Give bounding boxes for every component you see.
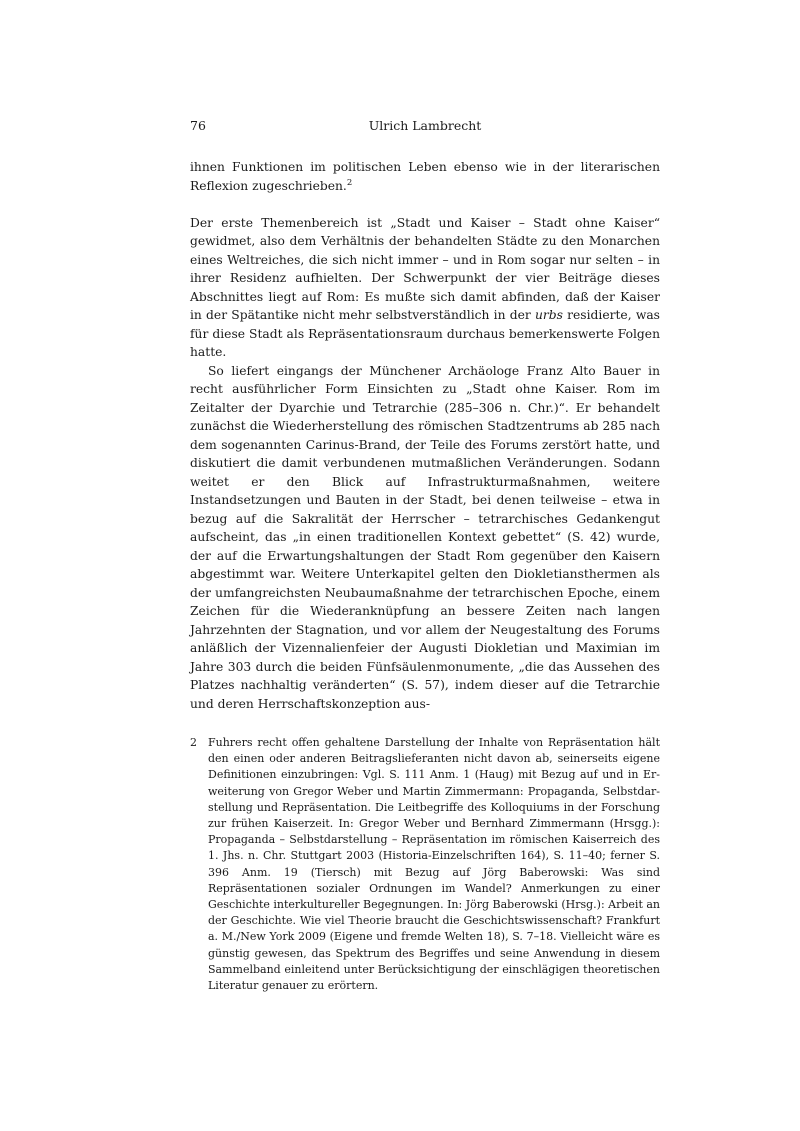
paragraph-text: residierte, was für diese Stadt als Repräsentationsraum durchaus bemerkenswerte Folgen hatte. [190,308,660,359]
footnotes [190,735,660,994]
footnote [190,735,660,994]
footnote-text: Fuhrers recht offen gehaltene Darstellung der Inhalte von Repräsentation hält den einen oder anderen Beitragslieferanten nicht davon ab, seinerseits eigene Definitionen einzubringen: Vgl. S. 111 Anm. 1 (Haug) mit Bezug auf und in Erweiterung von Gregor Weber und Martin Zimmermann: Propaganda, Selbstdarstellung und Repräsentation. Die Leitbegriffe des Kolloquiums in der Forschung zur frühen Kaiserzeit. In: Gregor Weber und Bernhard Zimmermann (Hrsgg.): Propaganda – Selbstdarstellung – Repräsentation im römischen Kaiserreich des 1. Jhs. n. Chr. Stuttgart 2003 (Historia-Einzelschriften 164), S. 11–40; ferner S. 396 Anm. 19 (Tiersch) mit Bezug auf Jörg Baberowski: Was sind Repräsentationen sozialer Ordnungen im Wandel? Anmerkungen zu einer Geschichte interkultureller Begegnungen. In: Jörg Baberowski (Hrsg.): Arbeit an der Geschichte. Wie viel Theorie braucht die Geschichtswissenschaft? Frankfurt a. M./New York 2009 (Eigene und fremde Welten 18), S. 7–18. Vielleicht wäre es günstig gewesen, das Spektrum des Begriffes und seine Anwendung in diesem Sammelband einleitend unter Berücksichtigung der einschlägigen theoretischen Literatur genauer zu erörtern. [208,736,661,993]
running-head [190,118,660,140]
footnote-number: 2 [190,736,197,749]
paragraph-bauer [190,362,660,714]
page-number: 76 [190,118,206,133]
running-head-author: Ulrich Lambrecht [368,118,482,133]
italic-term: urbs [534,308,563,322]
paragraph-continuation [190,158,660,195]
paragraph-section-intro [190,214,660,362]
body-text [190,158,660,713]
paragraph-text: ihnen Funktionen im politischen Leben ebenso wie in der literarischen Reflexion zugeschrieben. [190,160,660,193]
footnote-reference: 2 [346,177,353,188]
paragraph-text: So liefert eingangs der Münchener Archäologe Franz Alto Bauer in recht ausführlicher Form Einsichten zu „Stadt ohne Kaiser. Rom im Zeitalter der Dyarchie und Tetrarchie (285–306 n. Chr.)“. Er behandelt zunächst die Wiederherstellung des römischen Stadtzentrums ab 285 nach dem sogenannten Carinus-Brand, der Teile des Forums zerstört hatte, und diskutiert die damit verbundenen mutmaßlichen Veränderungen. Sodann weitet er den Blick auf Infrastrukturmaßnahmen, weitere Instandsetzungen und Bauten in der Stadt, bei denen teilweise – etwa in bezug auf die Sakralität der Herrscher – tetrarchisches Gedankengut aufscheint, das „in einen traditionellen Kontext gebettet“ (S. 42) wurde, der auf die Erwartungshaltungen der Stadt Rom gegenüber den Kaisern abgestimmt war. Weitere Unterkapitel gelten den Diokletiansthermen als der umfangreichsten Neubaumaßnahme der tetrarchischen Epoche, einem Zeichen für die Wiederanknüpfung an bessere Zeiten nach langen Jahrzehnten der Stagnation, und vor allem der Neugestaltung des Forums anläßlich der Vizennalienfeier der Augusti Diokletian und Maximian im Jahre 303 durch die beiden Fünfsäulenmonumente, „die das Aussehen des Platzes nachhaltig veränderten“ (S. 57), indem dieser auf die Tetrarchie und deren Herrschaftskonzeption aus- [190,363,660,711]
paragraph-text: Der erste Themenbereich ist „Stadt und Kaiser – Stadt ohne Kaiser“ gewidmet, also dem Verhältnis der behandelten Städte zu den Monarchen eines Weltreiches, die sich nicht immer – und in Rom sogar nur selten – in ihrer Residenz aufhielten. Der Schwerpunkt der vier Beiträge dieses Abschnittes liegt auf Rom: Es mußte sich damit abfinden, daß der Kaiser in der Spätantike nicht mehr selbstverständlich in der [190,215,660,322]
document-page [190,118,660,994]
